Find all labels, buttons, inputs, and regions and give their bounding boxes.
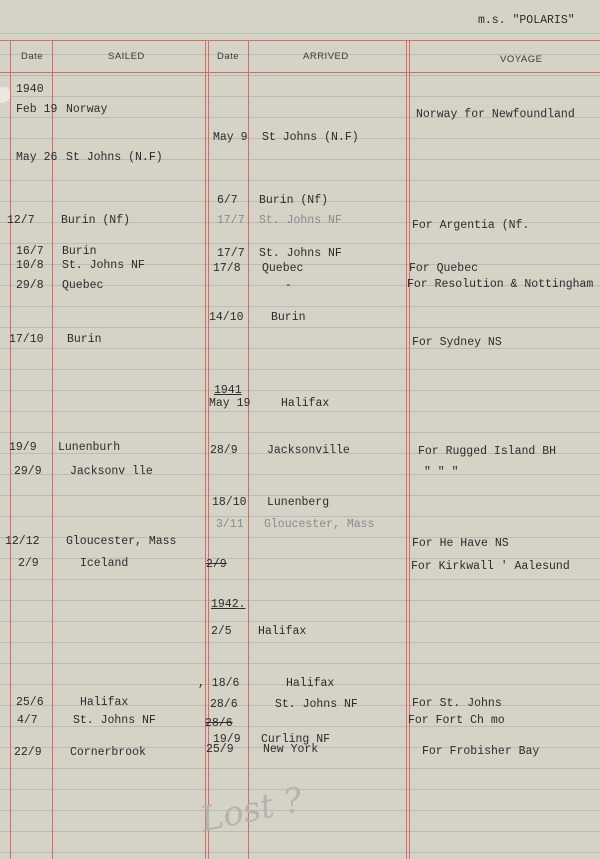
sailed-date: 16/7 <box>16 245 44 258</box>
header-date-sailed: Date <box>21 51 44 62</box>
arrived-port: Gloucester, Mass <box>264 518 375 531</box>
sailed-port: St Johns (N.F) <box>66 151 163 164</box>
arrived-port: New York <box>263 743 319 756</box>
sailed-port: Burin <box>62 245 97 258</box>
voyage-note: For Kirkwall ' Aalesund <box>411 560 570 573</box>
arrived-port: St. Johns NF <box>259 247 342 260</box>
sailed-port: Burin (Nf) <box>61 214 131 227</box>
voyage-note: " " " <box>424 466 459 479</box>
arrived-date-struck: 28/6 <box>205 717 233 730</box>
arrived-date: , 18/6 <box>198 677 240 690</box>
arrived-port: St Johns (N.F) <box>262 131 359 144</box>
header-sailed: SAILED <box>108 51 145 62</box>
arrived-date: 28/6 <box>210 698 238 711</box>
arrived-rule <box>406 40 407 859</box>
sailed-date: 19/9 <box>9 441 37 454</box>
sailed-date: 29/8 <box>16 279 44 292</box>
voyage-note: For Argentia (Nf. <box>412 219 530 232</box>
voyage-note: For Resolution & Nottingham <box>407 278 594 291</box>
arrived-date: 17/7 <box>217 214 245 227</box>
header-voyage: VOYAGE <box>500 54 543 65</box>
sailed-port: Quebec <box>62 279 104 292</box>
sailed-port: St. Johns NF <box>62 259 145 272</box>
sailed-date: 25/6 <box>16 696 44 709</box>
arrived-rule-double <box>409 40 410 859</box>
arrived-date: 3/11 <box>216 518 244 531</box>
voyage-note: For He Have NS <box>412 537 509 550</box>
sailed-port: Norway <box>66 103 108 116</box>
voyage-note: For Quebec <box>409 262 479 275</box>
sailed-port: Burin <box>67 333 102 346</box>
arrived-date: May 9 <box>213 131 248 144</box>
arrived-port: Burin (Nf) <box>259 194 329 207</box>
arrived-date: 6/7 <box>217 194 238 207</box>
arrived-port: Halifax <box>281 397 330 410</box>
header-top-rule <box>0 40 600 41</box>
voyage-note: For Frobisher Bay <box>422 745 540 758</box>
sailed-port: Halifax <box>80 696 129 709</box>
arrived-date: 28/9 <box>210 444 238 457</box>
arrived-date: 18/10 <box>212 496 247 509</box>
arrived-date-struck: 2/9 <box>206 558 227 571</box>
arrived-port: St. Johns NF <box>259 214 342 227</box>
sailed-port: Cornerbrook <box>70 746 146 759</box>
header-arrived: ARRIVED <box>303 51 349 62</box>
sailed-date: May 26 <box>16 151 58 164</box>
voyage-note: Norway for Newfoundland <box>416 108 575 121</box>
voyage-note: For Sydney NS <box>412 336 502 349</box>
arrived-date: 2/5 <box>211 625 232 638</box>
sailed-date: 22/9 <box>14 746 42 759</box>
sailed-date: 29/9 <box>14 465 42 478</box>
arrived-date: 17/7 <box>217 247 245 260</box>
year-1942: 1942. <box>211 598 246 611</box>
arrived-date: 14/10 <box>209 311 244 324</box>
sailed-date: 17/10 <box>9 333 44 346</box>
voyage-note: For Fort Ch mo <box>408 714 505 727</box>
pencil-annotation: Lost ? <box>196 779 307 841</box>
sailed-date: 4/7 <box>17 714 38 727</box>
arrived-date: May 19 <box>209 397 251 410</box>
date2-rule <box>248 40 249 859</box>
sailed-port: Iceland <box>80 557 129 570</box>
arrived-port: Quebec <box>262 262 304 275</box>
sailed-port: Jacksonv lle <box>70 465 153 478</box>
year-1941: 1941 <box>214 384 242 397</box>
arrived-port: St. Johns NF <box>275 698 358 711</box>
arrived-date: 25/9 <box>206 743 234 756</box>
sailed-date: 12/7 <box>7 214 35 227</box>
arrived-port: Jacksonville <box>267 444 350 457</box>
arrived-date: 19/9 <box>213 733 241 746</box>
sailed-date: 12/12 <box>5 535 40 548</box>
voyage-note: For Rugged Island BH <box>418 445 557 458</box>
arrived-port: Halifax <box>286 677 335 690</box>
arrived-port: Halifax <box>258 625 307 638</box>
sailed-date: 10/8 <box>16 259 44 272</box>
arrived-port: Burin <box>271 311 306 324</box>
sailed-port: Lunenburh <box>58 441 121 454</box>
sailed-port: Gloucester, Mass <box>66 535 177 548</box>
arrived-port: - <box>285 279 292 292</box>
year-1940: 1940 <box>16 83 44 96</box>
vessel-label: m.s. "POLARIS" <box>478 14 575 27</box>
arrived-port: Lunenberg <box>267 496 330 509</box>
sailed-port: St. Johns NF <box>73 714 156 727</box>
header-date-arrived: Date <box>217 51 240 62</box>
arrived-date: 17/8 <box>213 262 241 275</box>
header-bottom-rule <box>0 72 600 73</box>
sailed-rule <box>205 40 206 859</box>
sailed-date: Feb 19 <box>16 103 58 116</box>
arrived-port: Curling NF <box>261 733 331 746</box>
sailed-rule-double <box>208 40 209 859</box>
voyage-note: For St. Johns <box>412 697 502 710</box>
sailed-date: 2/9 <box>18 557 39 570</box>
